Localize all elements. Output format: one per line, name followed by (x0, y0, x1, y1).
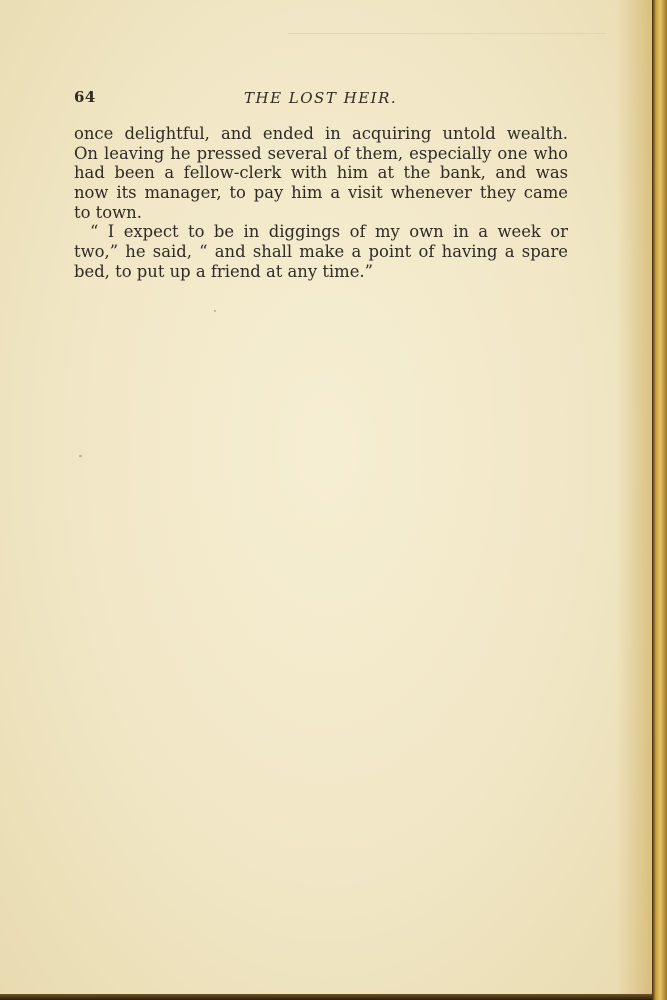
paper-speck (79, 455, 82, 457)
running-head (74, 88, 572, 110)
page-top-rule (288, 33, 606, 34)
text-line: to town. (74, 202, 142, 222)
text-line: had been a fellow-clerk with him at the bank, and was (74, 163, 568, 183)
body-text (74, 124, 568, 282)
text-line: once delightful, and ended in acquiring untold wealth. (74, 124, 568, 143)
text-line: bed, to put up a friend at any time.” (74, 261, 373, 281)
running-title: THE LOST HEIR. (244, 89, 398, 107)
page-number: 64 (74, 88, 96, 106)
text-line: two,” he said, “ and shall make a point of having a spare (74, 242, 568, 262)
text-line: On leaving he pressed several of them, especially one who (74, 143, 568, 163)
text-line: now its manager, to pay him a visit whenever they came (74, 183, 568, 203)
text-line: “ I expect to be in diggings of my own in a week or (90, 222, 568, 242)
paper-speck (214, 310, 216, 312)
book-bottom-edge (0, 994, 652, 1000)
book-spine-edge (652, 0, 667, 1000)
